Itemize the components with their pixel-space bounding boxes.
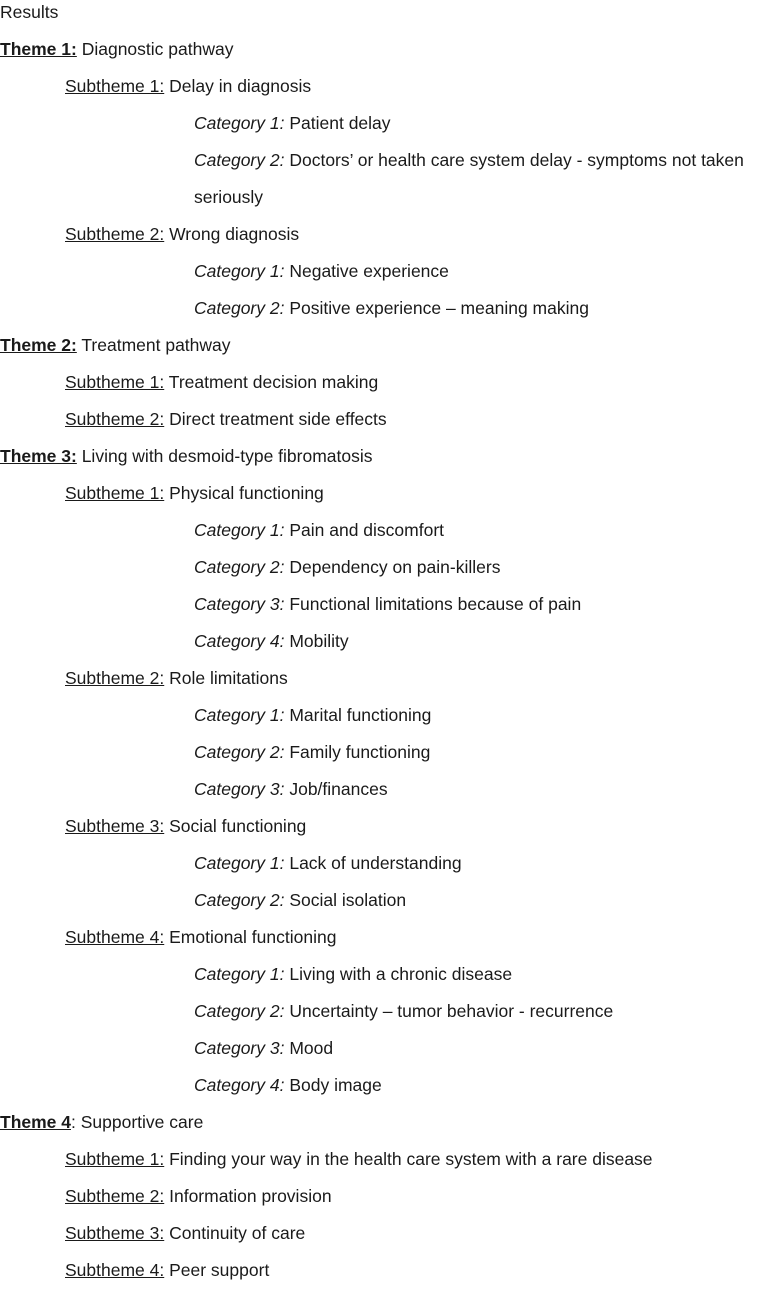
category-title: Marital functioning (289, 705, 432, 725)
category-label: Category 2: (194, 890, 285, 910)
theme-label: Theme 3: (0, 446, 77, 466)
category-label: Category 1: (194, 113, 285, 133)
category-title: Dependency on pain-killers (289, 557, 501, 577)
subtheme-title: Information provision (169, 1186, 332, 1206)
category-label: Category 2: (194, 557, 285, 577)
category-title: Patient delay (289, 113, 391, 133)
subtheme-title: Physical functioning (169, 483, 324, 503)
theme-title: Treatment pathway (81, 335, 231, 355)
subtheme-label: Subtheme 1: (65, 483, 165, 503)
category-row (0, 518, 780, 555)
category-row (0, 999, 780, 1036)
theme-separator: : (71, 1112, 76, 1132)
category-title: Living with a chronic disease (289, 964, 513, 984)
subtheme-row (0, 925, 780, 962)
category-label: Category 2: (194, 149, 285, 170)
subtheme-title: Finding your way in the health care system with a rare disease (169, 1149, 653, 1169)
subtheme-row (0, 407, 780, 444)
subtheme-label: Subtheme 2: (65, 668, 165, 688)
category-label: Category 2: (194, 742, 285, 762)
subtheme-title: Treatment decision making (168, 372, 379, 392)
theme-title: Diagnostic pathway (81, 39, 234, 59)
category-row (0, 555, 780, 592)
category-title: Job/finances (289, 779, 388, 799)
subtheme-row (0, 222, 780, 259)
category-row (0, 851, 780, 888)
subtheme-row (0, 1221, 780, 1258)
category-title: Doctors’ or health care system delay - symptoms not taken seriously (194, 149, 744, 207)
theme-label: Theme 4 (0, 1112, 71, 1132)
category-label: Category 1: (194, 520, 285, 540)
section-heading-text: Results (0, 2, 59, 22)
subtheme-label: Subtheme 4: (65, 927, 165, 947)
category-title: Lack of understanding (289, 853, 462, 873)
category-label: Category 4: (194, 631, 285, 651)
category-label: Category 3: (194, 1038, 285, 1058)
subtheme-label: Subtheme 4: (65, 1260, 165, 1280)
theme-title: Supportive care (80, 1112, 204, 1132)
theme-title: Living with desmoid-type fibromatosis (81, 446, 373, 466)
category-title: Negative experience (289, 261, 449, 281)
subtheme-row (0, 1258, 780, 1295)
category-row (0, 296, 780, 333)
category-row (0, 142, 780, 216)
category-title: Positive experience – meaning making (289, 298, 589, 318)
subtheme-row (0, 481, 780, 518)
category-label: Category 1: (194, 853, 285, 873)
subtheme-label: Subtheme 2: (65, 409, 165, 429)
category-row (0, 888, 780, 925)
subtheme-label: Subtheme 1: (65, 372, 165, 392)
category-label: Category 1: (194, 261, 285, 281)
subtheme-row (0, 1184, 780, 1221)
theme-row (0, 333, 780, 370)
category-title: Body image (289, 1075, 382, 1095)
subtheme-label: Subtheme 3: (65, 816, 165, 836)
category-row (0, 592, 780, 629)
subtheme-title: Wrong diagnosis (169, 224, 300, 244)
category-title: Social isolation (289, 890, 407, 910)
category-label: Category 3: (194, 779, 285, 799)
subtheme-title: Emotional functioning (169, 927, 337, 947)
category-label: Category 3: (194, 594, 285, 614)
theme-row (0, 1110, 780, 1147)
category-row (0, 1036, 780, 1073)
subtheme-title: Social functioning (169, 816, 307, 836)
category-title: Mobility (289, 631, 349, 651)
category-label: Category 4: (194, 1075, 285, 1095)
subtheme-label: Subtheme 3: (65, 1223, 165, 1243)
subtheme-row (0, 814, 780, 851)
category-row (0, 1073, 780, 1110)
subtheme-row (0, 1147, 780, 1184)
theme-list (0, 37, 780, 1295)
category-label: Category 2: (194, 298, 285, 318)
category-title: Mood (289, 1038, 334, 1058)
category-label: Category 2: (194, 1001, 285, 1021)
subtheme-label: Subtheme 1: (65, 1149, 165, 1169)
subtheme-title: Peer support (169, 1260, 270, 1280)
category-row (0, 629, 780, 666)
subtheme-title: Role limitations (169, 668, 288, 688)
category-title: Family functioning (289, 742, 431, 762)
subtheme-label: Subtheme 2: (65, 224, 165, 244)
category-row (0, 962, 780, 999)
subtheme-label: Subtheme 1: (65, 76, 165, 96)
subtheme-row (0, 74, 780, 111)
category-row (0, 777, 780, 814)
subtheme-row (0, 370, 780, 407)
category-title: Uncertainty – tumor behavior - recurrence (289, 1001, 614, 1021)
theme-label: Theme 2: (0, 335, 77, 355)
category-label: Category 1: (194, 964, 285, 984)
category-row (0, 740, 780, 777)
category-title: Pain and discomfort (289, 520, 445, 540)
subtheme-title: Continuity of care (169, 1223, 306, 1243)
subtheme-label: Subtheme 2: (65, 1186, 165, 1206)
theme-row (0, 37, 780, 74)
theme-row (0, 444, 780, 481)
category-row (0, 703, 780, 740)
subtheme-title: Delay in diagnosis (169, 76, 312, 96)
section-heading (0, 0, 780, 37)
category-row (0, 259, 780, 296)
theme-label: Theme 1: (0, 39, 77, 59)
subtheme-title: Direct treatment side effects (169, 409, 387, 429)
category-label: Category 1: (194, 705, 285, 725)
category-title: Functional limitations because of pain (289, 594, 582, 614)
subtheme-row (0, 666, 780, 703)
